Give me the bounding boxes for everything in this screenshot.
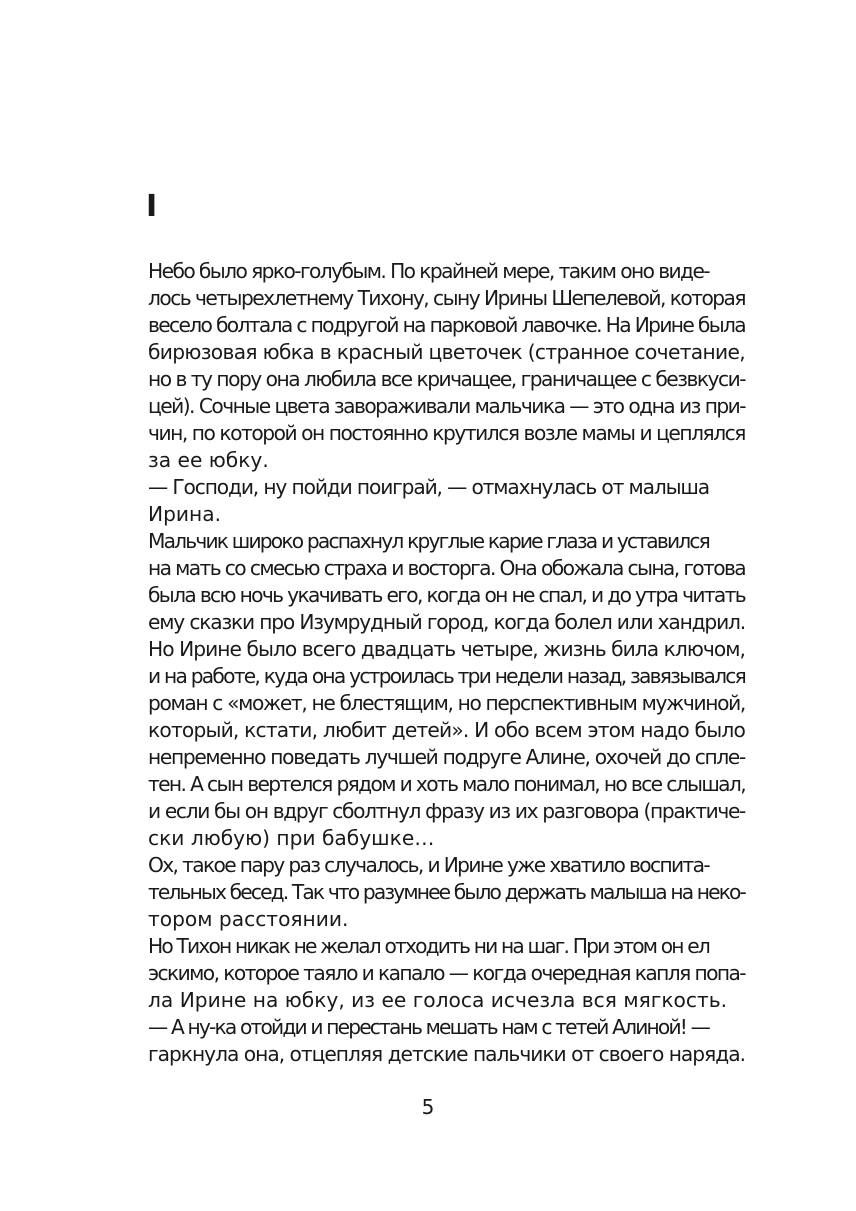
text-line: который, кстати, любит детей». И обо всем этом надо было: [148, 718, 745, 742]
text-line: ла Ирине на юбку, из ее голоса исчезла вся мягкость.: [148, 988, 728, 1012]
text-line: за ее юбку.: [148, 448, 269, 472]
text-line: чин, по которой он постоянно крутился возле мамы и цеплялся: [148, 421, 745, 445]
paragraph: [112, 474, 709, 528]
text-line: тором расстоянии.: [148, 907, 349, 931]
paragraph: [112, 933, 745, 1014]
text-line: была всю ночь укачивать его, когда он не спал, и до утра читать: [148, 583, 745, 607]
text-line: цей). Сочные цвета завораживали мальчика — это одна из при-: [148, 394, 745, 418]
paragraph: [112, 258, 745, 474]
text-line: — А ну-ка отойди и перестань мешать нам с тетей Алиной! —: [148, 1015, 709, 1039]
text-line: Небо было ярко-голубым. По крайней мере, таким оно виде-: [148, 259, 709, 283]
paragraph: [112, 528, 745, 852]
text-line: тельных бесед. Так что разумнее было держать малыша на неко-: [148, 880, 745, 904]
paragraph: [112, 852, 745, 933]
chapter-heading: I: [146, 189, 158, 224]
text-line: бирюзовая юбка в красный цветочек (странное сочетание,: [148, 340, 745, 364]
text-line: гаркнула она, отцепляя детские пальчики от своего наряда.: [148, 1042, 745, 1066]
text-line: Ирина.: [148, 502, 222, 526]
text-line: Но Тихон никак не желал отходить ни на шаг. При этом он ел: [148, 934, 709, 958]
body-text: [112, 258, 745, 1068]
page-number: 5: [421, 1095, 435, 1119]
text-line: и если бы он вдруг сболтнул фразу из их разговора (практиче-: [148, 799, 745, 823]
text-line: эскимо, которое таяло и капало — когда очередная капля попа-: [148, 961, 745, 985]
text-line: на мать со смесью страха и восторга. Она обожала сына, готова: [148, 556, 745, 580]
text-line: Но Ирине было всего двадцать четыре, жизнь била ключом,: [148, 637, 745, 661]
text-line: роман с «может, не блестящим, но перспективным мужчиной,: [148, 691, 745, 715]
paragraph: [112, 1014, 745, 1068]
text-line: и на работе, куда она устроилась три недели назад, завязывался: [148, 664, 745, 688]
text-line: Мальчик широко распахнул круглые карие глаза и уставился: [148, 529, 709, 553]
text-line: ски любую) при бабушке…: [148, 826, 435, 850]
text-line: — Господи, ну пойди поиграй, — отмахнулась от малыша: [148, 475, 709, 499]
text-line: лось четырехлетнему Тихону, сыну Ирины Шепелевой, которая: [148, 286, 745, 310]
text-line: но в ту пору она любила все кричащее, граничащее с безвкуси-: [148, 367, 745, 391]
text-line: тен. А сын вертелся рядом и хоть мало понимал, но все слышал,: [148, 772, 745, 796]
text-line: непременно поведать лучшей подруге Алине, охочей до спле-: [148, 745, 745, 769]
text-line: Ох, такое пару раз случалось, и Ирине уже хватило воспита-: [148, 853, 709, 877]
text-line: ему сказки про Изумрудный город, когда болел или хандрил.: [148, 610, 745, 634]
text-line: весело болтала с подругой на парковой лавочке. На Ирине была: [148, 313, 745, 337]
